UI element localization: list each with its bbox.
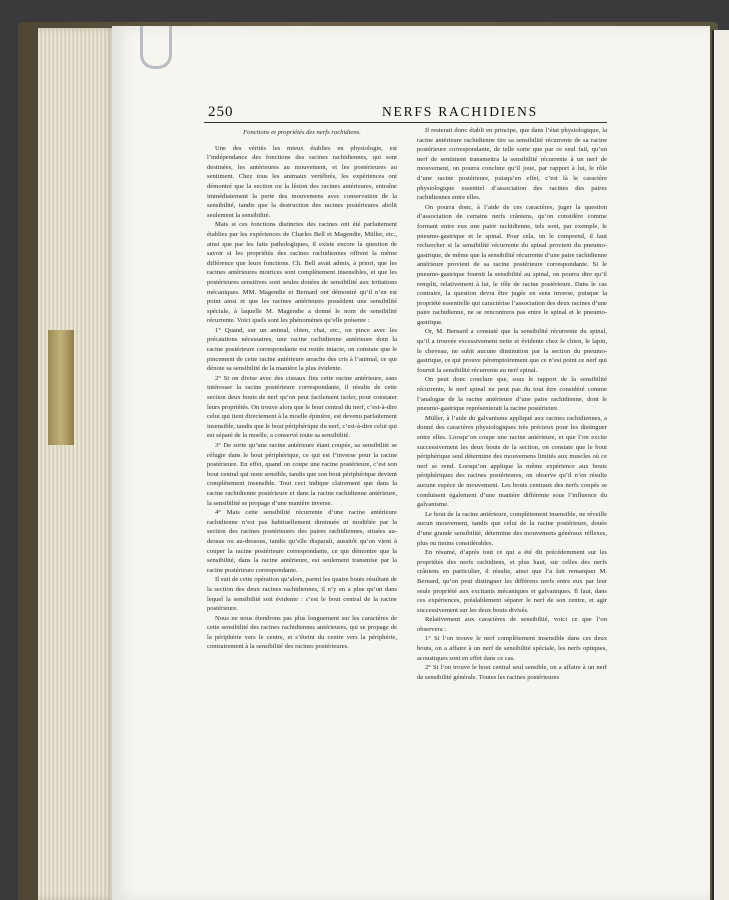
paragraph: 2° Si on divise avec des ciseaux fins cette racine antérieure, sans intéresser la racine postérieure correspondante, il résulte de cette section deux bouts de nerf qu’on peut facilement isoler, pour constater leurs propriétés. On trouve alors que le bout central du nerf, c’est-à-dire celui qui tient directement à la moelle épinière, est devenu parfaitement insensible, tandis que le bout périphérique du nerf, c’est-à-dire celui qui est séparé de la moelle, a conservé toute sa sensibilité. (207, 374, 397, 440)
paragraph: On pourra donc, à l’aide de ces caractères, juger la question d’association de certains nerfs crâniens, qu’on considère comme formant entre eux une paire rachidienne, tels sont, par exemple, le pneumo-gastrique et le spinal. Pour cela, on le comprend, il faut rechercher si la sensibilité récurrente du spinal provient du pneumo-gastrique, de même que la sensibilité récurrente d’une paire rachidienne antérieure provient de sa racine postérieure correspondante. Si le pneumo-gastrique fournit la sensibilité au spinal, on pourra dire qu’il remplit, relativement à lui, le rôle de racine postérieure. Dans le cas contraire, la question devra être jugée en sens inverse, puisque la propriété essentielle qui caractérise l’association des deux racines d’une paire rachidienne, ne se rencontrera pas entre le spinal et le pneumo-gastrique. (417, 203, 607, 326)
left-column (207, 126, 397, 652)
paragraph: Müller, à l’aide du galvanisme appliqué aux racines rachidiennes, a donné des caractères physiologiques très précieux pour les distinguer entre elles. Lorsqu’on coupe une racine antérieure, et que l’on excite successivement les deux bouts de la section, on constate que le bout périphérique seul détermine des mouvemens limités aux muscles où ce nerf se rend. Lorsqu’on applique la même expérience aux bouts périphériques des racines postérieures, on observe qu’il n’en résulte aucune espèce de mouvement. Les bouts centraux des nerfs coupés se conduisent également d’une manière différente sous l’influence du galvanisme. (417, 414, 607, 509)
paragraph: 1° Si l’on trouve le nerf complètement insensible dans ces deux bouts, on a affaire à un nerf de sensibilité spéciale, les nerfs optiques, acoustiques sont en effet dans ce cas. (417, 635, 607, 662)
section-title: Fonctions et propriétés des nerfs rachidiens. (243, 129, 361, 136)
page-clip (140, 26, 172, 69)
paragraph: 4° Mais cette sensibilité récurrente d’une racine antérieure rachidienne n’est pas habituellement diminuée ni modifiée par la section des racines postérieures des paires rachidiennes, situées au-dessus ou au-dessous, tandis qu’elle disparaît, aussitôt qu’on vient à couper la racine postérieure correspondante, ce qui démontre que la sensibilité, dans la racine antérieure, est seulement transmise par la racine postérieure correspondante. (207, 509, 397, 574)
paragraph: Relativement aux caractères de sensibilité, voici ce que l’on observera : (417, 616, 607, 633)
paragraph: Or, M. Bernard a constaté que la sensibilité récurrente du spinal, qu’il a trouvée excessivement nette et évidente chez le chien, le lapin, le cheveau, ne subit aucune diminution par la section du pneumo-gastrique, ce qui prouve péremptoirement que ce n’est point ce nerf qui fournit la sensibilité récurrente au nerf spinal. (417, 328, 607, 374)
paragraph: Nous ne nous étendrons pas plus longuement sur les caractères de cette sensibilité des racines rachidiennes antérieures, qui se propage de la périphérie vers le centre, et s’éteint du centre vers la périphérie, contrairement à la sensibilité des racines postérieures. (207, 614, 397, 651)
paragraph: Mais si ces fonctions distinctes des racines ont été parfaitement établies par les expériences de Charles Bell et Magendie, Müller, etc., ainsi que par les faits pathologiques, il existe encore la question de savoir si les propriétés des racines rachidiennes offrent la même différence que leurs fonctions. Ch. Bell avait admis, à priori, que les racines antérieures motrices sont complètement insensibles, et que les postérieures sensitives sont seules douées de sensibilité aux irritations mécaniques. MM. Magendie et Bernard ont démontré qu’il n’en est point ainsi et que les racines antérieures possèdent une sensibilité spéciale, à laquelle M. Magendie a donné le nom de sensibilité récurrente. Voici quels sont les phénomènes qu’elle présente : (207, 221, 397, 325)
paragraph: 3° De sorte qu’une racine antérieure étant coupée, sa sensibilité se réfugie dans le bout périphérique, ce qui est l’inverse pour la racine postérieure. En effet, quand on coupe une racine postérieure, c’est son bout central qui reste sensible, tandis que son bout périphérique devient complètement insensible. Tout ceci indique clairement que dans la racine rachidienne postérieure et dans la racine rachidienne antérieure, la sensibilité se propage d’une manière inverse. (207, 442, 397, 507)
paragraph: Il suit de cette opération qu’alors, parmi les quatre bouts résultant de la section des deux racines rachidiennes, il n’y en a plus qu’un dans lequel la sensibilité soit évidente : c’est le bout central de la racine postérieure. (207, 576, 397, 613)
paragraph: Une des vérités les mieux établies en physiologie, est l’indépendance des fonctions des racines rachidiennes, qui sont destinées, les antérieures au mouvement, et les postérieures au sentiment. Chez tous les animaux vertébrés, les expériences ont démontré que la section ou la lésion des racines antérieures, entraîne immédiatement la perte des mouvemens avec conservation de la sensibilité, tandis que la destruction des racines postérieures abolit seulement la sensibilité. (207, 144, 397, 219)
page (112, 26, 710, 900)
paragraph: Il resterait donc établi en principe, que dans l’état physiologique, la racine antérieure rachidienne tire sa sensibilité récurrente de sa racine postérieure correspondante, de telle sorte que par ce seul fait, qu’un nerf de sentiment transmettra la sensibilité récurrente à un nerf de mouvement, on pourra conclure qu’il joue, par rapport à lui, le rôle d’une racine postérieure, puisqu’en effet, c’est là le caractère physiologique essentiel d’association des racines des paires rachidiennes entre elles. (417, 127, 607, 202)
facing-page-edge (712, 30, 729, 900)
right-column (417, 126, 607, 682)
bookmark-ribbon (48, 330, 74, 445)
paragraph: Le bout de la racine antérieure, complètement insensible, ne réveille aucun mouvement, tandis que celui de la racine postérieure, douée d’une grande sensibilité, détermine des mouvemens généraux réflexes, plus ou moins considérables. (417, 510, 607, 547)
page-edges (38, 28, 116, 900)
paragraph: En résumé, d’après tout ce qui a été dit précédemment sur les propriétés des nerfs rachidiens, et plus haut, sur celles des nerfs crâniens en particulier, il résulte, ainsi que l’a fait remarquer M. Bernard, qu’on peut distinguer les différens nerfs entre eux par leur seule propriété aux excitants mécaniques et galvaniques. Il faut, dans ces expériences, préalablement séparer le nerf de son centre, et agir successivement sur les deux bouts divisés. (417, 549, 607, 614)
running-title: NERFS RACHIDIENS (382, 104, 538, 119)
page-number: 250 (208, 104, 234, 120)
paragraph: 2° Si l’on trouve le bout central seul sensible, on a affaire à un nerf de sensibilité générale. Toutes les racines postérieures (417, 664, 607, 681)
paragraph: On peut donc conclure que, sous le rapport de la sensibilité récurrente, le nerf spinal ne peut pas du tout être considéré comme l’analogue de la racine antérieure d’une paire rachidienne, dont le pneumo-gastrique représenterait la racine postérieure. (417, 376, 607, 413)
header-rule (204, 122, 607, 123)
paragraph: 1° Quand, sur un animal, chien, chat, etc., on pince avec les précautions nécessaires, une racine rachidienne antérieure dont la racine postérieure correspondante est restée intacte, on constate que le pincement de cette racine antérieure arrache des cris à l’animal, ce qui dénote sa sensibilité de la manière la plus évidente. (207, 326, 397, 373)
